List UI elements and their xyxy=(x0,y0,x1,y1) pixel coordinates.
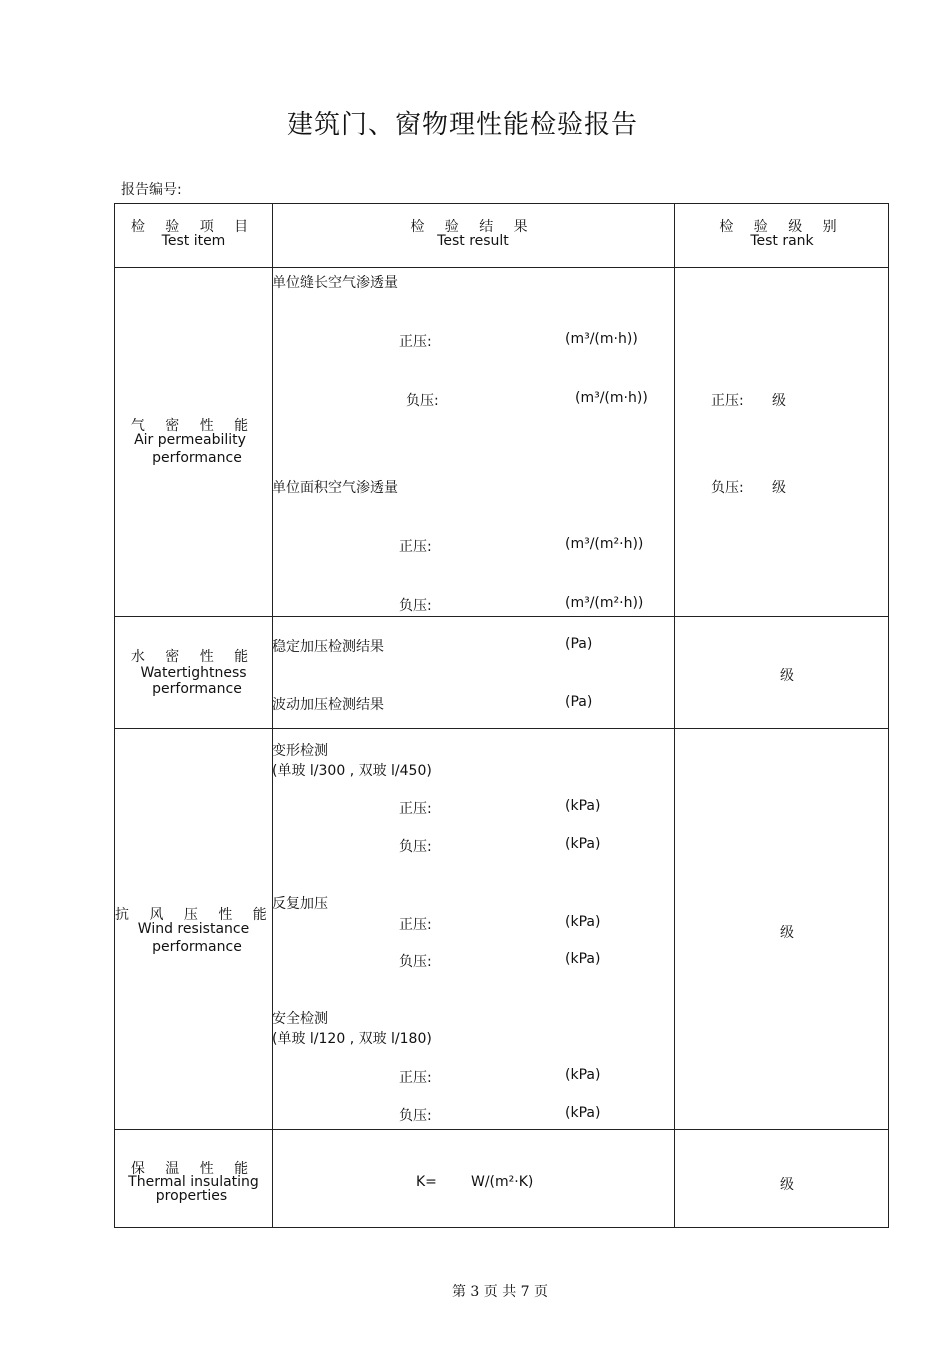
thermal-name-zh: 保 温 性 能 xyxy=(130,1161,257,1177)
wind-repeat-neg-label: 负压: xyxy=(399,954,432,970)
air-seam-pos-unit: (m³/(m·h)) xyxy=(565,331,638,347)
air-seam-neg-label: 负压: xyxy=(406,393,439,409)
water-wave-label: 波动加压检测结果 xyxy=(272,697,384,713)
water-grade: 级 xyxy=(780,668,794,684)
air-area-neg-label: 负压: xyxy=(399,598,432,614)
report-number-label: 报告编号: xyxy=(121,182,182,198)
wind-name-en2: performance xyxy=(152,939,242,955)
wind-repeat-neg-unit: (kPa) xyxy=(565,951,601,967)
wind-deform-label: 变形检测 xyxy=(272,743,328,759)
header-result-zh: 检 验 结 果 xyxy=(410,219,536,235)
thermal-name-en1: Thermal insulating xyxy=(128,1174,259,1190)
water-name-en1: Watertightness xyxy=(140,665,247,681)
header-rank-en: Test rank xyxy=(750,233,814,249)
wind-deform-pos-unit: (kPa) xyxy=(565,798,601,814)
air-rank-neg-label: 负压: xyxy=(711,480,744,496)
wind-repeat-pos-unit: (kPa) xyxy=(565,914,601,930)
water-stable-unit: (Pa) xyxy=(565,636,593,652)
air-seam-neg-unit: (m³/(m·h)) xyxy=(575,390,648,406)
air-name-en1: Air permeability xyxy=(134,432,246,448)
air-name-en2: performance xyxy=(152,450,242,466)
header-item-zh: 检 验 项 目 xyxy=(130,219,257,235)
thermal-k-unit: W/(m²·K) xyxy=(471,1174,534,1190)
page-footer: 第 3 页 共 7 页 xyxy=(451,1284,549,1300)
air-area-pos-unit: (m³/(m²·h)) xyxy=(565,536,644,552)
row-divider xyxy=(115,1129,888,1130)
header-item-en: Test item xyxy=(161,233,226,249)
wind-deform-pos-label: 正压: xyxy=(399,801,432,817)
wind-repeat-label: 反复加压 xyxy=(272,896,328,912)
air-area-label: 单位面积空气渗透量 xyxy=(272,480,398,496)
air-area-pos-label: 正压: xyxy=(399,539,432,555)
header-rank-zh: 检 验 级 别 xyxy=(719,219,845,235)
row-divider xyxy=(115,616,888,617)
wind-repeat-pos-label: 正压: xyxy=(399,917,432,933)
wind-safety-note: (单玻 l/120 , 双玻 l/180) xyxy=(272,1031,432,1047)
column-divider xyxy=(272,204,273,1227)
wind-deform-neg-label: 负压: xyxy=(399,839,432,855)
wind-safety-label: 安全检测 xyxy=(272,1011,328,1027)
air-area-neg-unit: (m³/(m²·h)) xyxy=(565,595,644,611)
thermal-name-en2: properties xyxy=(155,1188,228,1204)
test-report-table xyxy=(114,203,889,1228)
wind-name-en1: Wind resistance xyxy=(137,921,250,937)
air-seam-pos-label: 正压: xyxy=(399,334,432,350)
column-divider xyxy=(674,204,675,1227)
water-wave-unit: (Pa) xyxy=(565,694,593,710)
header-result-en: Test result xyxy=(437,233,509,249)
air-rank-pos-grade: 级 xyxy=(772,393,786,409)
wind-safety-neg-label: 负压: xyxy=(399,1108,432,1124)
water-name-zh: 水 密 性 能 xyxy=(130,649,257,665)
air-name-zh: 气 密 性 能 xyxy=(130,418,257,434)
wind-safety-neg-unit: (kPa) xyxy=(565,1105,601,1121)
row-divider xyxy=(115,728,888,729)
air-rank-neg-grade: 级 xyxy=(772,480,786,496)
water-name-en2: performance xyxy=(152,681,242,697)
wind-deform-note: (单玻 l/300 , 双玻 l/450) xyxy=(272,763,432,779)
wind-safety-pos-label: 正压: xyxy=(399,1070,432,1086)
wind-name-zh: 抗 风 压 性 能 xyxy=(115,907,275,923)
page-title: 建筑门、窗物理性能检验报告 xyxy=(286,110,638,140)
wind-grade: 级 xyxy=(780,925,794,941)
thermal-grade: 级 xyxy=(780,1177,794,1193)
thermal-k-label: K= xyxy=(416,1174,437,1190)
air-rank-pos-label: 正压: xyxy=(711,393,744,409)
wind-safety-pos-unit: (kPa) xyxy=(565,1067,601,1083)
row-divider xyxy=(115,267,888,268)
water-stable-label: 稳定加压检测结果 xyxy=(272,639,384,655)
wind-deform-neg-unit: (kPa) xyxy=(565,836,601,852)
air-seam-label: 单位缝长空气渗透量 xyxy=(272,275,398,291)
